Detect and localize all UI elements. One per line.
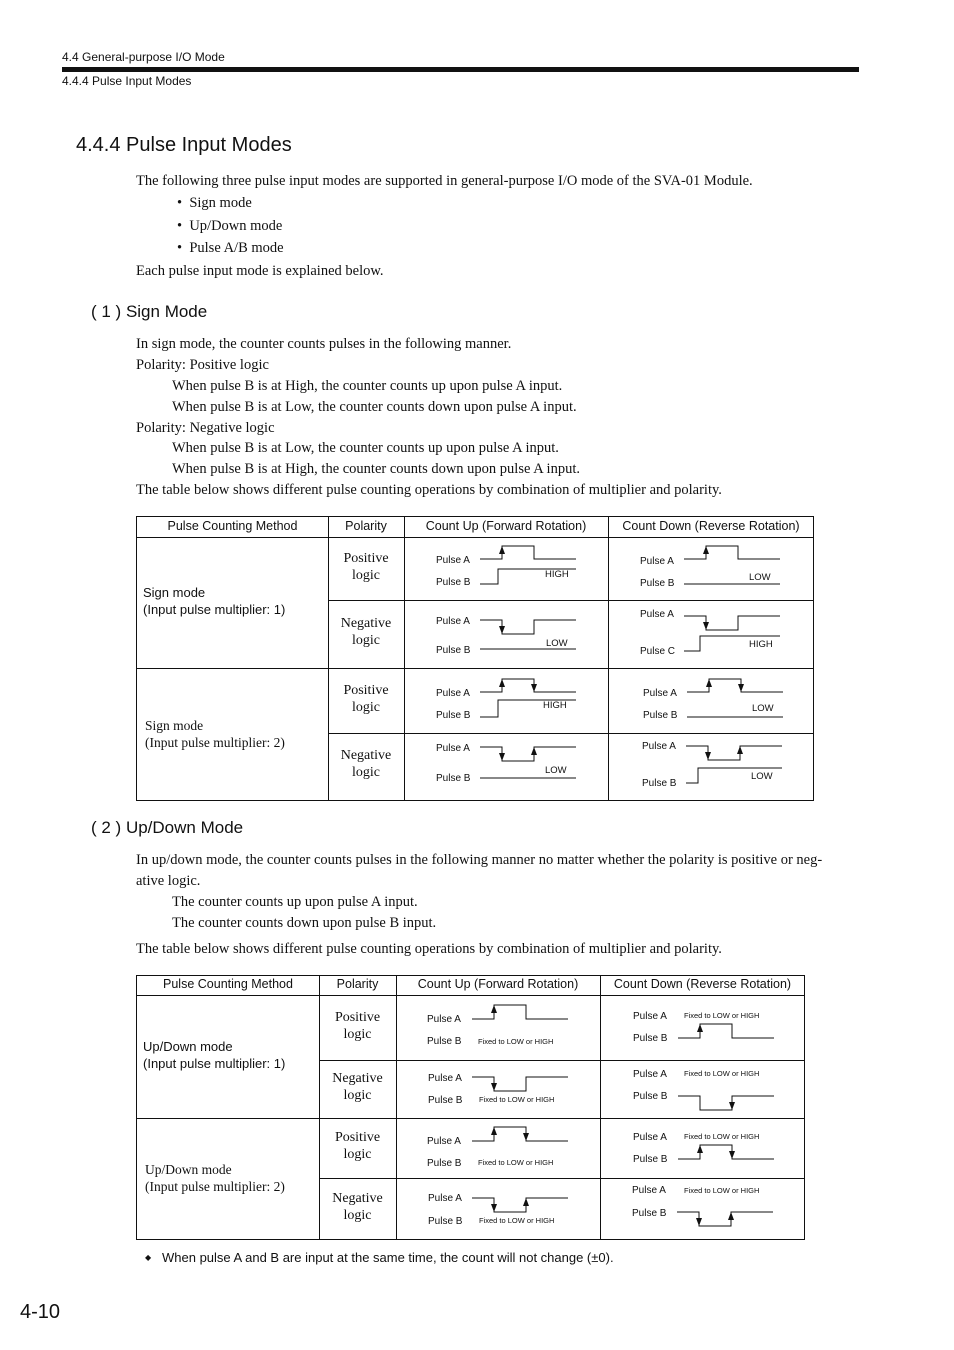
svg-text:Pulse B: Pulse B bbox=[436, 645, 471, 656]
svg-text:Pulse A: Pulse A bbox=[642, 741, 676, 752]
timing-sign-x2-neg-up bbox=[430, 738, 590, 793]
sign-line: Polarity: Positive logic bbox=[136, 357, 269, 373]
timing-sign-x2-pos-down bbox=[637, 673, 797, 728]
polarity-negative: Negative logic bbox=[340, 616, 392, 648]
svg-text:Fixed to LOW or HIGH: Fixed to LOW or HIGH bbox=[684, 1186, 760, 1195]
polarity-positive: Positive logic bbox=[343, 551, 389, 583]
svg-text:Pulse B: Pulse B bbox=[642, 778, 677, 789]
diamond-bullet-icon: ◆ bbox=[145, 1253, 152, 1262]
header-count-up: Count Up (Forward Rotation) bbox=[425, 519, 587, 533]
running-header-subsection: 4.4.4 Pulse Input Modes bbox=[62, 74, 192, 88]
svg-text:Pulse B: Pulse B bbox=[633, 1091, 668, 1102]
page-title: 4.4.4 Pulse Input Modes bbox=[76, 134, 292, 156]
svg-text:Fixed to LOW or HIGH: Fixed to LOW or HIGH bbox=[684, 1011, 760, 1020]
timing-updown-x2-neg-down bbox=[627, 1175, 797, 1230]
header-pulse-counting-method: Pulse Counting Method bbox=[167, 519, 298, 533]
polarity-negative: Negative logic bbox=[340, 748, 392, 780]
header-count-down: Count Down (Reverse Rotation) bbox=[622, 519, 800, 533]
svg-text:HIGH: HIGH bbox=[749, 639, 773, 650]
updown-line: The counter counts up upon pulse A input. bbox=[172, 894, 418, 910]
updown-line: ative logic. bbox=[136, 873, 201, 889]
polarity-positive: Positive logic bbox=[334, 1130, 381, 1162]
timing-updown-x1-pos-up bbox=[422, 1000, 592, 1055]
timing-updown-x2-pos-up bbox=[422, 1122, 592, 1177]
svg-text:Pulse A: Pulse A bbox=[640, 556, 674, 567]
svg-text:Pulse A: Pulse A bbox=[428, 1073, 462, 1084]
svg-text:Pulse A: Pulse A bbox=[633, 1069, 667, 1080]
sign-line: The table below shows different pulse counting operations by combination of multiplier and polarity. bbox=[136, 482, 722, 498]
svg-text:HIGH: HIGH bbox=[543, 700, 567, 711]
svg-text:Pulse B: Pulse B bbox=[643, 710, 678, 721]
svg-text:Pulse B: Pulse B bbox=[436, 710, 471, 721]
method-sign-x2: Sign mode (Input pulse multiplier: 2) bbox=[145, 718, 285, 750]
polarity-negative: Negative logic bbox=[332, 1191, 383, 1223]
svg-text:Pulse A: Pulse A bbox=[436, 743, 470, 754]
svg-text:LOW: LOW bbox=[752, 703, 774, 714]
sign-line: When pulse B is at High, the counter counts up upon pulse A input. bbox=[172, 378, 563, 394]
svg-text:Pulse B: Pulse B bbox=[436, 577, 471, 588]
updown-mode-heading: ( 2 ) Up/Down Mode bbox=[91, 818, 244, 837]
svg-text:LOW: LOW bbox=[749, 572, 771, 583]
svg-text:Pulse A: Pulse A bbox=[643, 688, 677, 699]
running-header-section: 4.4 General-purpose I/O Mode bbox=[62, 50, 225, 64]
svg-text:Pulse A: Pulse A bbox=[632, 1185, 666, 1196]
sign-line: When pulse B is at Low, the counter counts up upon pulse A input. bbox=[172, 440, 559, 456]
bullet-updown-mode: • Up/Down mode bbox=[177, 218, 283, 234]
timing-updown-x2-neg-up bbox=[422, 1182, 592, 1237]
footnote: ◆ When pulse A and B are input at the same time, the count will not change (±0). bbox=[145, 1250, 614, 1265]
sign-line: When pulse B is at Low, the counter counts down upon pulse A input. bbox=[172, 399, 577, 415]
svg-text:Pulse A: Pulse A bbox=[640, 609, 674, 620]
timing-sign-x2-pos-up bbox=[430, 673, 590, 728]
timing-sign-x2-neg-down bbox=[636, 736, 796, 791]
intro-lead: The following three pulse input modes are supported in general-purpose I/O mode of the SVA-01 Module. bbox=[136, 173, 753, 189]
header-count-down: Count Down (Reverse Rotation) bbox=[613, 977, 792, 991]
updown-line: In up/down mode, the counter counts pulses in the following manner no matter whether the polarity is positive or neg- bbox=[136, 852, 823, 868]
svg-text:Pulse A: Pulse A bbox=[427, 1136, 461, 1147]
svg-text:Pulse B: Pulse B bbox=[428, 1095, 463, 1106]
timing-updown-x1-neg-down bbox=[628, 1058, 798, 1113]
svg-text:Pulse B: Pulse B bbox=[640, 578, 675, 589]
header-pulse-counting-method: Pulse Counting Method bbox=[163, 977, 293, 991]
polarity-positive: Positive logic bbox=[343, 683, 389, 715]
svg-text:Pulse A: Pulse A bbox=[428, 1193, 462, 1204]
sign-mode-heading: ( 1 ) Sign Mode bbox=[91, 302, 208, 321]
bullet-pulse-ab-mode: • Pulse A/B mode bbox=[177, 240, 284, 256]
svg-text:Pulse A: Pulse A bbox=[436, 555, 470, 566]
method-sign-x1: Sign mode (Input pulse multiplier: 1) bbox=[143, 585, 286, 617]
sign-line: In sign mode, the counter counts pulses in the following manner. bbox=[136, 336, 512, 352]
polarity-positive: Positive logic bbox=[334, 1010, 381, 1042]
svg-text:Pulse B: Pulse B bbox=[427, 1036, 462, 1047]
svg-text:Pulse B: Pulse B bbox=[633, 1033, 668, 1044]
timing-sign-x1-pos-down bbox=[634, 540, 794, 595]
svg-text:Pulse A: Pulse A bbox=[436, 616, 470, 627]
svg-text:Pulse A: Pulse A bbox=[633, 1011, 667, 1022]
method-updown-x2: Up/Down mode (Input pulse multiplier: 2) bbox=[145, 1162, 285, 1194]
svg-text:Pulse B: Pulse B bbox=[633, 1154, 668, 1165]
timing-sign-x1-pos-up bbox=[430, 540, 590, 595]
sign-line: Polarity: Negative logic bbox=[136, 420, 275, 436]
svg-text:Pulse B: Pulse B bbox=[632, 1208, 667, 1219]
intro-tail: Each pulse input mode is explained below. bbox=[136, 263, 384, 279]
header-count-up: Count Up (Forward Rotation) bbox=[417, 977, 579, 991]
timing-sign-x1-neg-up bbox=[430, 605, 590, 660]
timing-updown-x1-pos-down bbox=[628, 998, 798, 1053]
svg-text:LOW: LOW bbox=[546, 638, 568, 649]
timing-sign-x1-neg-down bbox=[634, 603, 794, 658]
polarity-negative: Negative logic bbox=[332, 1071, 383, 1103]
timing-updown-x2-pos-down bbox=[628, 1121, 798, 1176]
svg-text:HIGH: HIGH bbox=[545, 569, 569, 580]
page-number: 4-10 bbox=[20, 1301, 61, 1323]
svg-text:Fixed to LOW or HIGH: Fixed to LOW or HIGH bbox=[478, 1037, 554, 1046]
svg-text:Pulse B: Pulse B bbox=[427, 1158, 462, 1169]
timing-updown-x1-neg-up bbox=[422, 1062, 592, 1117]
svg-text:Fixed to LOW or HIGH: Fixed to LOW or HIGH bbox=[479, 1095, 555, 1104]
svg-text:Fixed to LOW or HIGH: Fixed to LOW or HIGH bbox=[684, 1069, 760, 1078]
svg-text:LOW: LOW bbox=[545, 765, 567, 776]
svg-text:Pulse A: Pulse A bbox=[633, 1132, 667, 1143]
updown-line: The table below shows different pulse counting operations by combination of multiplier and polarity. bbox=[136, 941, 722, 957]
svg-text:Pulse A: Pulse A bbox=[427, 1014, 461, 1025]
bullet-sign-mode: • Sign mode bbox=[177, 195, 252, 211]
svg-text:Fixed to LOW or HIGH: Fixed to LOW or HIGH bbox=[478, 1158, 554, 1167]
method-updown-x1: Up/Down mode (Input pulse multiplier: 1) bbox=[143, 1039, 286, 1071]
svg-text:Pulse A: Pulse A bbox=[436, 688, 470, 699]
sign-line: When pulse B is at High, the counter counts down upon pulse A input. bbox=[172, 461, 580, 477]
svg-text:Pulse B: Pulse B bbox=[436, 773, 471, 784]
updown-line: The counter counts down upon pulse B input. bbox=[172, 915, 437, 931]
svg-text:Fixed to LOW or HIGH: Fixed to LOW or HIGH bbox=[479, 1216, 555, 1225]
svg-text:Pulse B: Pulse B bbox=[428, 1216, 463, 1227]
svg-text:Pulse C: Pulse C bbox=[640, 646, 676, 657]
svg-text:Fixed to LOW or HIGH: Fixed to LOW or HIGH bbox=[684, 1132, 760, 1141]
svg-text:LOW: LOW bbox=[751, 771, 773, 782]
header-rule bbox=[62, 67, 859, 72]
header-polarity: Polarity bbox=[336, 977, 379, 991]
header-polarity: Polarity bbox=[345, 519, 387, 533]
